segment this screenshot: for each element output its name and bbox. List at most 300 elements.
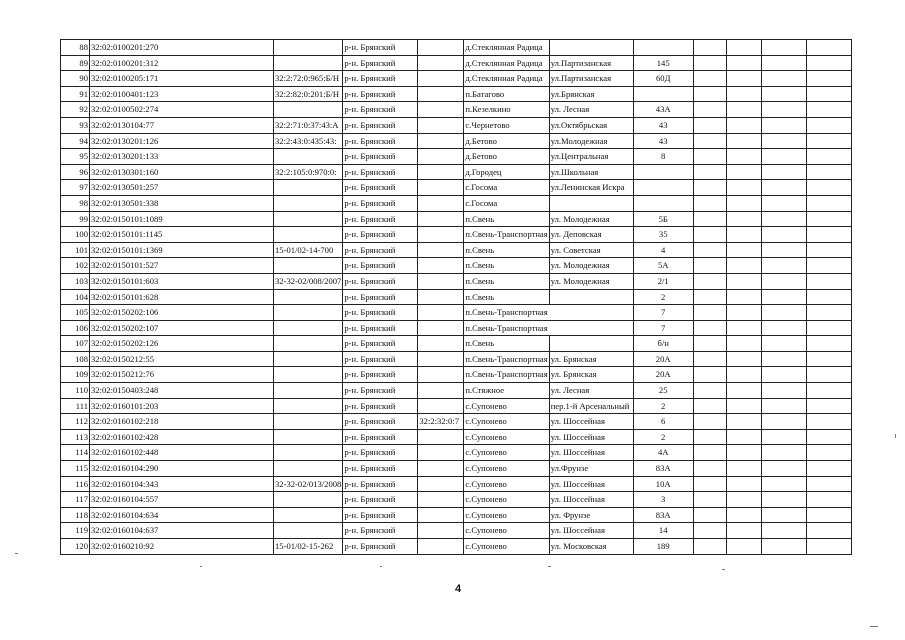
row-number-cell: 107	[61, 336, 90, 352]
table-row	[61, 180, 852, 196]
district-cell: р-н. Брянский	[343, 289, 418, 305]
table-row	[61, 211, 852, 227]
conditional-number-cell	[418, 195, 464, 211]
empty-cell	[806, 40, 851, 56]
street-cell: ул. Советская	[549, 242, 633, 258]
empty-cell	[693, 227, 726, 243]
settlement-cell: с.Супонево	[464, 461, 549, 477]
previous-number-cell	[274, 398, 343, 414]
empty-cell	[761, 55, 806, 71]
street-cell: ул. Молодежная	[549, 273, 633, 289]
empty-cell	[761, 336, 806, 352]
settlement-cell: с.Чернетово	[464, 117, 549, 133]
settlement-cell: п.Свень-Транспортная	[464, 367, 549, 383]
conditional-number-cell	[418, 367, 464, 383]
previous-number-cell	[274, 429, 343, 445]
row-number-cell: 120	[61, 539, 90, 555]
scan-speck	[722, 569, 725, 570]
district-cell: р-н. Брянский	[343, 351, 418, 367]
empty-cell	[693, 180, 726, 196]
house-number-cell: 5Б	[633, 211, 693, 227]
scan-speck	[200, 566, 202, 567]
table-row	[61, 102, 852, 118]
table-row	[61, 383, 852, 399]
settlement-cell: п.Стяжное	[464, 383, 549, 399]
street-cell: ул. Шоссейная	[549, 523, 633, 539]
table-row	[61, 351, 852, 367]
empty-cell	[726, 149, 761, 165]
conditional-number-cell	[418, 149, 464, 165]
empty-cell	[726, 507, 761, 523]
cadastral-number-cell: 32:02:0150202:107	[90, 320, 274, 336]
district-cell: р-н. Брянский	[343, 383, 418, 399]
house-number-cell: 4А	[633, 445, 693, 461]
row-number-cell: 98	[61, 195, 90, 211]
empty-cell	[761, 102, 806, 118]
cadastral-number-cell: 32:02:0150101:527	[90, 258, 274, 274]
row-number-cell: 97	[61, 180, 90, 196]
empty-cell	[726, 383, 761, 399]
conditional-number-cell	[418, 523, 464, 539]
previous-number-cell	[274, 351, 343, 367]
house-number-cell: 189	[633, 539, 693, 555]
scan-speck	[548, 566, 551, 567]
scan-speck	[870, 626, 878, 627]
previous-number-cell: 32-32-02/008/2007	[274, 273, 343, 289]
cadastral-number-cell: 32:02:0130201:133	[90, 149, 274, 165]
settlement-cell: п.Свень	[464, 336, 549, 352]
row-number-cell: 109	[61, 367, 90, 383]
table-row	[61, 445, 852, 461]
empty-cell	[806, 398, 851, 414]
table-row	[61, 149, 852, 165]
cadastral-number-cell: 32:02:0150101:1145	[90, 227, 274, 243]
empty-cell	[693, 242, 726, 258]
house-number-cell: 83А	[633, 507, 693, 523]
row-number-cell: 88	[61, 40, 90, 56]
row-number-cell: 117	[61, 492, 90, 508]
table-row	[61, 398, 852, 414]
row-number-cell: 108	[61, 351, 90, 367]
street-cell: ул. Шоссейная	[549, 492, 633, 508]
empty-cell	[761, 86, 806, 102]
table-row	[61, 164, 852, 180]
scan-speck	[380, 566, 382, 567]
row-number-cell: 92	[61, 102, 90, 118]
scan-speck	[15, 553, 18, 554]
house-number-cell: 3	[633, 492, 693, 508]
row-number-cell: 105	[61, 305, 90, 321]
empty-cell	[761, 258, 806, 274]
street-cell: ул.Брянская	[549, 86, 633, 102]
settlement-cell: п.Батагово	[464, 86, 549, 102]
empty-cell	[726, 55, 761, 71]
previous-number-cell	[274, 414, 343, 430]
empty-cell	[761, 305, 806, 321]
cadastral-number-cell: 32:02:0150212:55	[90, 351, 274, 367]
house-number-cell	[633, 40, 693, 56]
land-register-table	[60, 39, 852, 555]
empty-cell	[693, 55, 726, 71]
empty-cell	[693, 351, 726, 367]
empty-cell	[806, 539, 851, 555]
conditional-number-cell	[418, 102, 464, 118]
house-number-cell: 20А	[633, 367, 693, 383]
settlement-cell: д.Стеклянная Радица	[464, 55, 549, 71]
house-number-cell: 2/1	[633, 273, 693, 289]
district-cell: р-н. Брянский	[343, 40, 418, 56]
settlement-cell: с.Супонево	[464, 398, 549, 414]
cadastral-number-cell: 32:02:0160104:637	[90, 523, 274, 539]
district-cell: р-н. Брянский	[343, 320, 418, 336]
cadastral-number-cell: 32:02:0160104:343	[90, 476, 274, 492]
house-number-cell: 60Д	[633, 71, 693, 87]
conditional-number-cell	[418, 492, 464, 508]
house-number-cell: 2	[633, 289, 693, 305]
cadastral-number-cell: 32:02:0150101:1089	[90, 211, 274, 227]
previous-number-cell	[274, 40, 343, 56]
table-row	[61, 55, 852, 71]
house-number-cell: 25	[633, 383, 693, 399]
previous-number-cell: 32:2:71:0:37:43:А	[274, 117, 343, 133]
district-cell: р-н. Брянский	[343, 398, 418, 414]
house-number-cell	[633, 86, 693, 102]
empty-cell	[726, 289, 761, 305]
row-number-cell: 110	[61, 383, 90, 399]
cadastral-number-cell: 32:02:0100201:270	[90, 40, 274, 56]
cadastral-number-cell: 32:02:0100401:123	[90, 86, 274, 102]
empty-cell	[806, 273, 851, 289]
empty-cell	[726, 273, 761, 289]
street-cell: ул.Фрунзе	[549, 461, 633, 477]
street-cell	[549, 336, 633, 352]
table-row	[61, 461, 852, 477]
row-number-cell: 102	[61, 258, 90, 274]
empty-cell	[726, 195, 761, 211]
street-cell: пер.1-й Арсенальный	[549, 398, 633, 414]
street-cell: ул.Центральная	[549, 149, 633, 165]
empty-cell	[693, 164, 726, 180]
settlement-cell: п.Свень	[464, 273, 549, 289]
street-cell: ул.Молодежная	[549, 133, 633, 149]
table-row	[61, 492, 852, 508]
empty-cell	[693, 492, 726, 508]
district-cell: р-н. Брянский	[343, 227, 418, 243]
row-number-cell: 114	[61, 445, 90, 461]
empty-cell	[761, 523, 806, 539]
empty-cell	[761, 383, 806, 399]
empty-cell	[761, 539, 806, 555]
empty-cell	[806, 164, 851, 180]
empty-cell	[806, 476, 851, 492]
empty-cell	[693, 40, 726, 56]
street-cell: ул. Лесная	[549, 383, 633, 399]
street-cell: ул. Брянская	[549, 367, 633, 383]
empty-cell	[761, 180, 806, 196]
table-row	[61, 258, 852, 274]
settlement-cell: с.Супонево	[464, 492, 549, 508]
cadastral-number-cell: 32:02:0150212:76	[90, 367, 274, 383]
district-cell: р-н. Брянский	[343, 180, 418, 196]
settlement-cell: п.Свень-Транспортная	[464, 305, 633, 321]
empty-cell	[761, 117, 806, 133]
street-cell	[549, 40, 633, 56]
previous-number-cell	[274, 289, 343, 305]
cadastral-number-cell: 32:02:0100201:312	[90, 55, 274, 71]
empty-cell	[806, 227, 851, 243]
empty-cell	[693, 195, 726, 211]
previous-number-cell	[274, 258, 343, 274]
street-cell: ул. Фрунзе	[549, 507, 633, 523]
row-number-cell: 115	[61, 461, 90, 477]
empty-cell	[806, 195, 851, 211]
conditional-number-cell	[418, 289, 464, 305]
settlement-cell: п.Свень-Транспортная	[464, 227, 549, 243]
table-row	[61, 273, 852, 289]
conditional-number-cell	[418, 211, 464, 227]
house-number-cell: 43	[633, 117, 693, 133]
row-number-cell: 112	[61, 414, 90, 430]
street-cell: ул.Школьная	[549, 164, 633, 180]
empty-cell	[806, 86, 851, 102]
previous-number-cell	[274, 336, 343, 352]
row-number-cell: 93	[61, 117, 90, 133]
house-number-cell: б/н	[633, 336, 693, 352]
previous-number-cell	[274, 492, 343, 508]
row-number-cell: 90	[61, 71, 90, 87]
table-body	[61, 40, 852, 555]
street-cell: ул. Молодежная	[549, 211, 633, 227]
house-number-cell: 4	[633, 242, 693, 258]
previous-number-cell	[274, 461, 343, 477]
settlement-cell: с.Супонево	[464, 507, 549, 523]
street-cell: ул. Московская	[549, 539, 633, 555]
empty-cell	[693, 367, 726, 383]
empty-cell	[806, 55, 851, 71]
settlement-cell: п.Свень	[464, 289, 549, 305]
conditional-number-cell	[418, 242, 464, 258]
previous-number-cell	[274, 320, 343, 336]
district-cell: р-н. Брянский	[343, 164, 418, 180]
empty-cell	[806, 383, 851, 399]
empty-cell	[806, 429, 851, 445]
table-row	[61, 117, 852, 133]
district-cell: р-н. Брянский	[343, 86, 418, 102]
house-number-cell: 43	[633, 133, 693, 149]
cadastral-number-cell: 32:02:0160104:557	[90, 492, 274, 508]
cadastral-number-cell: 32:02:0130201:126	[90, 133, 274, 149]
conditional-number-cell	[418, 133, 464, 149]
street-cell: ул.Партизанская	[549, 71, 633, 87]
empty-cell	[806, 305, 851, 321]
previous-number-cell: 32:2:72:0:965:Б/Н	[274, 71, 343, 87]
settlement-cell: д.Городец	[464, 164, 549, 180]
empty-cell	[761, 492, 806, 508]
previous-number-cell: 32-32-02/013/2008	[274, 476, 343, 492]
conditional-number-cell	[418, 258, 464, 274]
row-number-cell: 119	[61, 523, 90, 539]
empty-cell	[726, 227, 761, 243]
previous-number-cell	[274, 507, 343, 523]
street-cell	[549, 195, 633, 211]
cadastral-number-cell: 32:02:0130501:257	[90, 180, 274, 196]
table-row	[61, 414, 852, 430]
previous-number-cell	[274, 523, 343, 539]
page-number: 4	[455, 583, 462, 595]
district-cell: р-н. Брянский	[343, 414, 418, 430]
empty-cell	[693, 86, 726, 102]
cadastral-number-cell: 32:02:0160102:218	[90, 414, 274, 430]
empty-cell	[693, 383, 726, 399]
empty-cell	[726, 414, 761, 430]
conditional-number-cell	[418, 71, 464, 87]
conditional-number-cell	[418, 86, 464, 102]
empty-cell	[693, 429, 726, 445]
house-number-cell: 14	[633, 523, 693, 539]
row-number-cell: 118	[61, 507, 90, 523]
empty-cell	[726, 461, 761, 477]
district-cell: р-н. Брянский	[343, 55, 418, 71]
house-number-cell: 145	[633, 55, 693, 71]
empty-cell	[806, 523, 851, 539]
empty-cell	[761, 71, 806, 87]
conditional-number-cell	[418, 227, 464, 243]
empty-cell	[806, 242, 851, 258]
empty-cell	[761, 133, 806, 149]
settlement-cell: с.Госома	[464, 180, 549, 196]
empty-cell	[693, 305, 726, 321]
table-row	[61, 305, 852, 321]
table-row	[61, 336, 852, 352]
previous-number-cell	[274, 55, 343, 71]
settlement-cell: д.Бетово	[464, 133, 549, 149]
conditional-number-cell	[418, 164, 464, 180]
empty-cell	[761, 351, 806, 367]
cadastral-number-cell: 32:02:0160210:92	[90, 539, 274, 555]
cadastral-number-cell: 32:02:0160104:634	[90, 507, 274, 523]
conditional-number-cell	[418, 180, 464, 196]
empty-cell	[726, 367, 761, 383]
empty-cell	[806, 367, 851, 383]
settlement-cell: п.Свень	[464, 211, 549, 227]
empty-cell	[806, 180, 851, 196]
district-cell: р-н. Брянский	[343, 211, 418, 227]
street-cell: ул. Шоссейная	[549, 445, 633, 461]
empty-cell	[806, 149, 851, 165]
empty-cell	[726, 445, 761, 461]
district-cell: р-н. Брянский	[343, 492, 418, 508]
empty-cell	[761, 445, 806, 461]
empty-cell	[761, 242, 806, 258]
table-row	[61, 476, 852, 492]
row-number-cell: 95	[61, 149, 90, 165]
district-cell: р-н. Брянский	[343, 367, 418, 383]
settlement-cell: д.Стеклянная Радица	[464, 71, 549, 87]
empty-cell	[806, 289, 851, 305]
empty-cell	[806, 414, 851, 430]
district-cell: р-н. Брянский	[343, 242, 418, 258]
empty-cell	[726, 476, 761, 492]
empty-cell	[806, 445, 851, 461]
row-number-cell: 106	[61, 320, 90, 336]
cadastral-number-cell: 32:02:0160104:290	[90, 461, 274, 477]
previous-number-cell	[274, 227, 343, 243]
empty-cell	[693, 273, 726, 289]
street-cell: ул.Партизанская	[549, 55, 633, 71]
district-cell: р-н. Брянский	[343, 117, 418, 133]
cadastral-number-cell: 32:02:0160102:448	[90, 445, 274, 461]
settlement-cell: п.Свень-Транспортная	[464, 351, 549, 367]
row-number-cell: 113	[61, 429, 90, 445]
empty-cell	[726, 429, 761, 445]
empty-cell	[761, 476, 806, 492]
empty-cell	[693, 117, 726, 133]
settlement-cell: п.Свень	[464, 258, 549, 274]
settlement-cell: д.Бетово	[464, 149, 549, 165]
settlement-cell: с.Супонево	[464, 476, 549, 492]
empty-cell	[693, 414, 726, 430]
house-number-cell	[633, 180, 693, 196]
district-cell: р-н. Брянский	[343, 258, 418, 274]
district-cell: р-н. Брянский	[343, 195, 418, 211]
table-row	[61, 289, 852, 305]
conditional-number-cell	[418, 539, 464, 555]
table-row	[61, 367, 852, 383]
empty-cell	[693, 507, 726, 523]
house-number-cell	[633, 195, 693, 211]
district-cell: р-н. Брянский	[343, 102, 418, 118]
previous-number-cell	[274, 367, 343, 383]
district-cell: р-н. Брянский	[343, 336, 418, 352]
cadastral-number-cell: 32:02:0150403:248	[90, 383, 274, 399]
previous-number-cell: 15-01/02-15-262	[274, 539, 343, 555]
empty-cell	[693, 398, 726, 414]
settlement-cell: с.Супонево	[464, 445, 549, 461]
empty-cell	[806, 258, 851, 274]
empty-cell	[726, 351, 761, 367]
empty-cell	[761, 414, 806, 430]
cadastral-number-cell: 32:02:0160101:203	[90, 398, 274, 414]
settlement-cell: п.Свень	[464, 242, 549, 258]
conditional-number-cell	[418, 429, 464, 445]
settlement-cell: с.Супонево	[464, 414, 549, 430]
table-row	[61, 71, 852, 87]
empty-cell	[693, 133, 726, 149]
house-number-cell: 2	[633, 398, 693, 414]
empty-cell	[761, 320, 806, 336]
empty-cell	[806, 351, 851, 367]
empty-cell	[806, 336, 851, 352]
street-cell: ул.Октябрьская	[549, 117, 633, 133]
cadastral-number-cell: 32:02:0100502:274	[90, 102, 274, 118]
empty-cell	[806, 492, 851, 508]
empty-cell	[726, 305, 761, 321]
conditional-number-cell	[418, 273, 464, 289]
empty-cell	[726, 492, 761, 508]
empty-cell	[761, 40, 806, 56]
previous-number-cell	[274, 102, 343, 118]
row-number-cell: 116	[61, 476, 90, 492]
empty-cell	[806, 117, 851, 133]
table-row	[61, 227, 852, 243]
table-row	[61, 320, 852, 336]
row-number-cell: 111	[61, 398, 90, 414]
empty-cell	[726, 133, 761, 149]
empty-cell	[806, 461, 851, 477]
previous-number-cell: 15-01/02-14-700	[274, 242, 343, 258]
house-number-cell: 7	[633, 305, 693, 321]
table-row	[61, 507, 852, 523]
